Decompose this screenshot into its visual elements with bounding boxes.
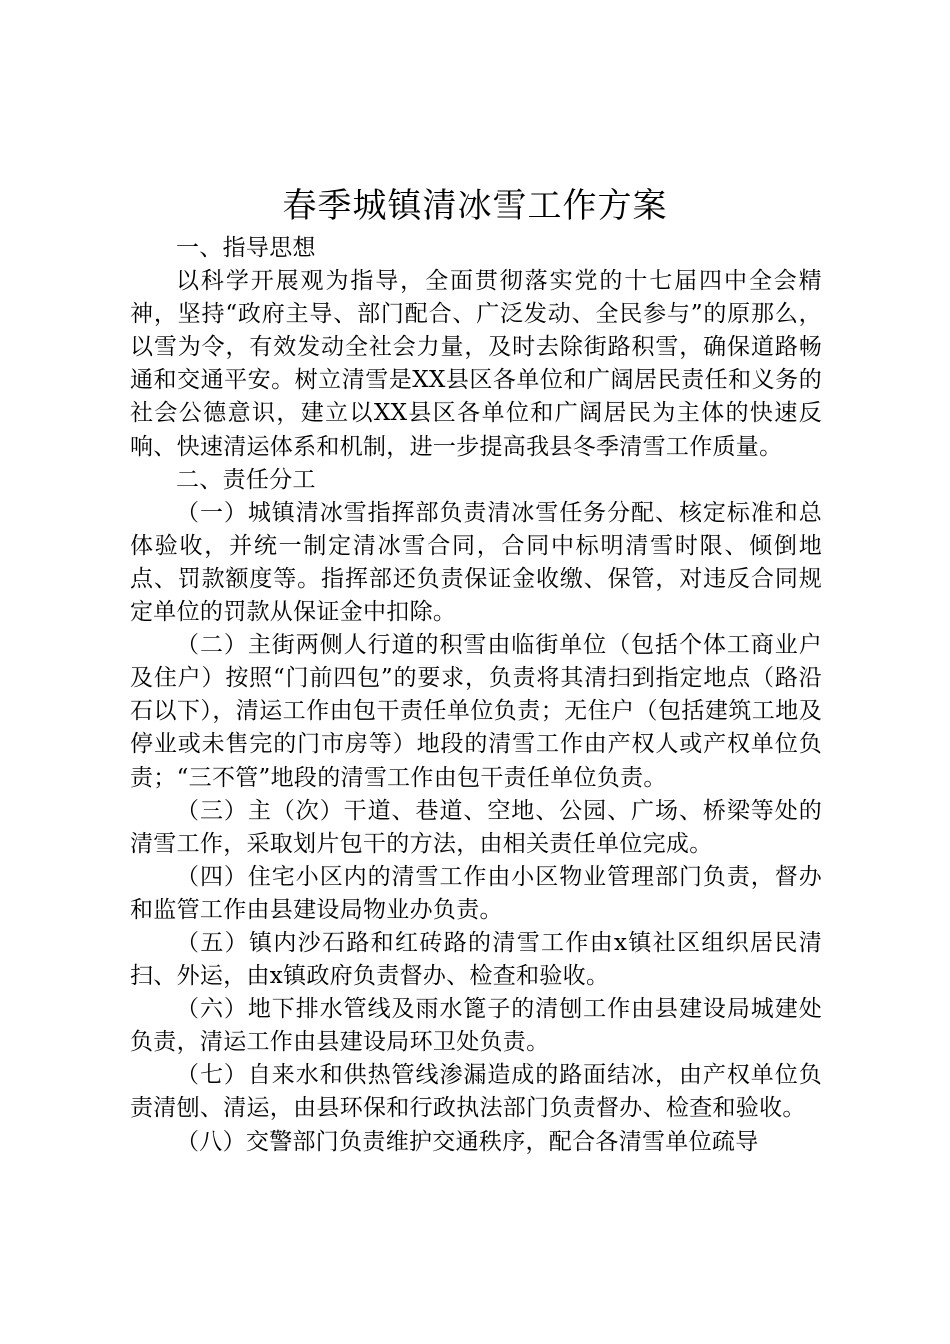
section-heading-guiding-ideology: 一、指导思想 [176, 235, 316, 261]
paragraph-item-1: （一）城镇清冰雪指挥部负责清冰雪任务分配、核定标准和总体验收，并统一制定清冰雪合同，合同中标明清雪时限、倾倒地点、罚款额度等。指挥部还负责保证金收缴、保管，对违反合同规定单位的罚款从保证金中扣除。 [130, 499, 822, 626]
paragraph-item-4: （四）住宅小区内的清雪工作由小区物业管理部门负责，督办和监管工作由县建设局物业办负责。 [130, 863, 822, 923]
paragraph-item-8: （八）交警部门负责维护交通秩序，配合各清雪单位疏导 [176, 1128, 759, 1155]
paragraph-item-2: （二）主街两侧人行道的积雪由临街单位（包括个体工商业户及住户）按照“门前四包”的要求，负责将其清扫到指定地点（路沿石以下），清运工作由包干责任单位负责；无住户（包括建筑工地及停业或未售完的门市房等）地段的清雪工作由产权人或产权单位负责；“三不管”地段的清雪工作由包干责任单位负责。 [130, 632, 822, 791]
paragraph-guiding-ideology: 以科学开展观为指导，全面贯彻落实党的十七届四中全会精神，坚持“政府主导、部门配合、广泛发动、全民参与”的原那么，以雪为令，有效发动全社会力量，及时去除街路积雪，确保道路畅通和交通平安。树立清雪是XX县区各单位和广阔居民责任和义务的社会公德意识，建立以XX县区各单位和广阔居民为主体的快速反响、快速清运体系和机制，进一步提高我县冬季清雪工作质量。 [130, 268, 822, 460]
paragraph-item-7: （七）自来水和供热管线渗漏造成的路面结冰，由产权单位负责清刨、清运，由县环保和行政执法部门负责督办、检查和验收。 [130, 1062, 822, 1122]
document-body [130, 232, 822, 1159]
paragraph-item-6: （六）地下排水管线及雨水篦子的清刨工作由县建设局城建处负责，清运工作由县建设局环卫处负责。 [130, 996, 822, 1056]
paragraph-item-5: （五）镇内沙石路和红砖路的清雪工作由x镇社区组织居民清扫、外运，由x镇政府负责督办、检查和验收。 [130, 929, 822, 990]
paragraph-item-3: （三）主（次）干道、巷道、空地、公园、广场、桥梁等处的清雪工作，采取划片包干的方法，由相关责任单位完成。 [130, 797, 822, 857]
section-heading-responsibility: 二、责任分工 [176, 466, 316, 493]
document-title: 春季城镇清冰雪工作方案 [282, 186, 668, 226]
